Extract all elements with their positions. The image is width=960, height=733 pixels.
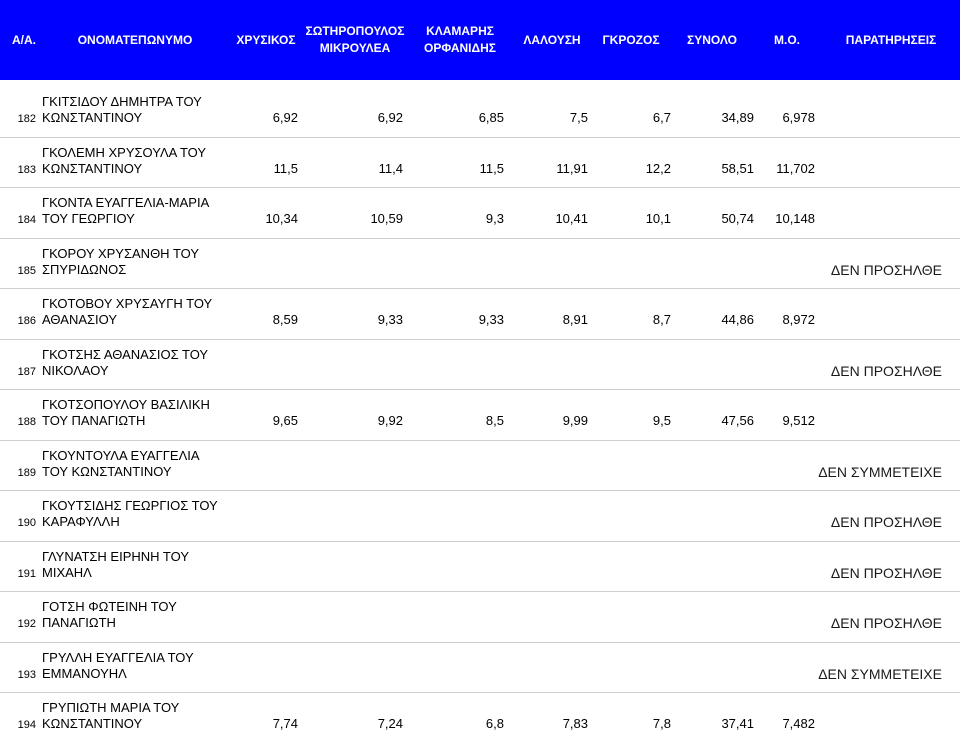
grade-sotiropoulos: 7,24 [377,716,403,731]
name-line-1: ΓΚΟΥΝΤΟΥΛΑ ΕΥΑΓΓΕΛΙΑ [42,448,200,463]
grade-sotiropoulos: 6,92 [377,110,403,125]
grade-klamaris: 6,85 [478,110,504,125]
grade-lalousi: 7,5 [569,110,588,125]
row-number: 186 [17,315,36,327]
row-divider [0,490,960,491]
header-name: ΟΝΟΜΑΤΕΠΩΝΥΜΟ [77,32,193,47]
row-divider [0,389,960,390]
grade-klamaris: 8,5 [485,413,504,428]
name-line-2: ΑΘΑΝΑΣΙΟΥ [42,312,118,327]
name-line-2: ΤΟΥ ΠΑΝΑΓΙΩΤΗ [42,413,146,428]
average-score: 11,702 [776,161,815,176]
grade-xrysikos: 8,59 [272,312,298,327]
row-divider [0,339,960,340]
remark-text: ΔΕΝ ΠΡΟΣΗΛΘΕ [830,615,942,631]
average-score: 6,978 [782,110,815,125]
grade-grozos: 10,1 [645,211,671,226]
total-score: 37,41 [721,716,754,731]
row-number: 191 [17,568,36,580]
grade-xrysikos: 9,65 [272,413,298,428]
header-lalousi: ΛΑΛΟΥΣΗ [523,32,581,47]
row-number: 194 [17,719,36,731]
name-line-2: ΠΑΝΑΓΙΩΤΗ [42,615,116,630]
table-header [0,0,960,80]
grade-klamaris: 6,8 [485,716,504,731]
grade-klamaris: 9,3 [485,211,504,226]
name-line-1: ΓΚΟΤΣΗΣ ΑΘΑΝΑΣΙΟΣ ΤΟΥ [42,347,209,362]
name-line-1: ΓΚΟΝΤΑ ΕΥΑΓΓΕΛΙΑ-ΜΑΡΙΑ [42,195,210,210]
row-divider [0,187,960,188]
grade-xrysikos: 7,74 [272,716,298,731]
remark-text: ΔΕΝ ΠΡΟΣΗΛΘΕ [830,363,942,379]
total-score: 58,51 [721,161,754,176]
header-synolo: ΣΥΝΟΛΟ [687,32,737,47]
header-sotiropoulos: ΣΩΤΗΡΟΠΟΥΛΟΣ ΜΙΚΡΟΥΛΕΑ [305,24,405,55]
row-number: 182 [17,113,36,125]
grade-lalousi: 10,41 [555,211,588,226]
name-line-2: ΤΟΥ ΚΩΝΣΤΑΝΤΙΝΟΥ [42,464,172,479]
name-line-1: ΓΟΤΣΗ ΦΩΤΕΙΝΗ ΤΟΥ [42,599,177,614]
grade-lalousi: 8,91 [562,312,588,327]
row-divider [0,440,960,441]
remark-text: ΔΕΝ ΠΡΟΣΗΛΘΕ [830,565,942,581]
total-score: 44,86 [721,312,754,327]
header-grozos: ΓΚΡΟΖΟΣ [602,32,660,47]
grade-grozos: 6,7 [652,110,671,125]
grade-lalousi: 9,99 [562,413,588,428]
remark-text: ΔΕΝ ΣΥΜΜΕΤΕΙΧΕ [818,666,942,682]
row-divider [0,642,960,643]
grade-klamaris: 9,33 [478,312,504,327]
header-xrysikos: ΧΡΥΣΙΚΟΣ [236,32,296,47]
name-line-1: ΓΚΟΡΟΥ ΧΡΥΣΑΝΘΗ ΤΟΥ [42,246,200,261]
row-number: 189 [17,467,36,479]
row-divider [0,288,960,289]
name-line-2: ΕΜΜΑΝΟΥΗΛ [42,666,127,681]
remark-text: ΔΕΝ ΠΡΟΣΗΛΘΕ [830,514,942,530]
name-line-1: ΓΡΥΛΛΗ ΕΥΑΓΓΕΛΙΑ ΤΟΥ [42,650,194,665]
average-score: 7,482 [782,716,815,731]
grade-grozos: 8,7 [652,312,671,327]
name-line-2: ΤΟΥ ΓΕΩΡΓΙΟΥ [42,211,135,226]
row-number: 187 [17,366,36,378]
row-number: 184 [17,214,36,226]
grade-xrysikos: 10,34 [265,211,298,226]
name-line-1: ΓΚΟΛΕΜΗ ΧΡΥΣΟΥΛΑ ΤΟΥ [42,145,207,160]
name-line-2: ΚΩΝΣΤΑΝΤΙΝΟΥ [42,161,143,176]
grade-xrysikos: 11,5 [273,161,298,176]
grade-grozos: 7,8 [652,716,671,731]
grade-grozos: 12,2 [645,161,671,176]
name-line-2: ΚΩΝΣΤΑΝΤΙΝΟΥ [42,716,143,731]
name-line-1: ΓΛΥΝΑΤΣΗ ΕΙΡΗΝΗ ΤΟΥ [42,549,189,564]
row-divider [0,238,960,239]
row-number: 185 [17,265,36,277]
grade-lalousi: 7,83 [562,716,588,731]
name-line-2: ΝΙΚΟΛΑΟΥ [42,363,109,378]
name-line-1: ΓΚΙΤΣΙΔΟΥ ΔΗΜΗΤΡΑ ΤΟΥ [42,94,202,109]
grade-sotiropoulos: 11,4 [378,161,403,176]
remark-text: ΔΕΝ ΣΥΜΜΕΤΕΙΧΕ [818,464,942,480]
name-line-1: ΓΚΟΥΤΣΙΔΗΣ ΓΕΩΡΓΙΟΣ ΤΟΥ [42,498,218,513]
grade-lalousi: 11,91 [556,161,588,176]
name-line-2: ΚΑΡΑΦΥΛΛΗ [42,514,120,529]
total-score: 47,56 [721,413,754,428]
remark-text: ΔΕΝ ΠΡΟΣΗΛΘΕ [830,262,942,278]
total-score: 50,74 [721,211,754,226]
row-number: 193 [17,669,36,681]
grade-klamaris: 11,5 [479,161,504,176]
name-line-1: ΓΡΥΠΙΩΤΗ ΜΑΡΙΑ ΤΟΥ [42,700,180,715]
total-score: 34,89 [721,110,754,125]
name-line-1: ΓΚΟΤΣΟΠΟΥΛΟΥ ΒΑΣΙΛΙΚΗ [42,397,210,412]
grade-sotiropoulos: 10,59 [370,211,403,226]
header-mo: Μ.Ο. [774,32,800,47]
row-number: 190 [17,517,36,529]
row-divider [0,137,960,138]
name-line-1: ΓΚΟΤΟΒΟΥ ΧΡΥΣΑΥΓΗ ΤΟΥ [42,296,213,311]
row-divider [0,591,960,592]
header-aa: Α/Α. [12,32,36,47]
row-number: 188 [17,416,36,428]
grade-grozos: 9,5 [652,413,671,428]
name-line-2: ΜΙΧΑΗΛ [42,565,92,580]
header-klamaris: ΚΛΑΜΑΡΗΣ ΟΡΦΑΝΙΔΗΣ [423,24,497,55]
grade-sotiropoulos: 9,33 [377,312,403,327]
row-number: 192 [17,618,36,630]
row-divider [0,692,960,693]
average-score: 9,512 [782,413,815,428]
average-score: 10,148 [775,211,815,226]
grade-sotiropoulos: 9,92 [377,413,403,428]
row-divider [0,541,960,542]
name-line-2: ΣΠΥΡΙΔΩΝΟΣ [42,262,127,277]
average-score: 8,972 [782,312,815,327]
grade-xrysikos: 6,92 [272,110,298,125]
row-number: 183 [17,164,36,176]
name-line-2: ΚΩΝΣΤΑΝΤΙΝΟΥ [42,110,143,125]
header-remarks: ΠΑΡΑΤΗΡΗΣΕΙΣ [845,32,937,47]
